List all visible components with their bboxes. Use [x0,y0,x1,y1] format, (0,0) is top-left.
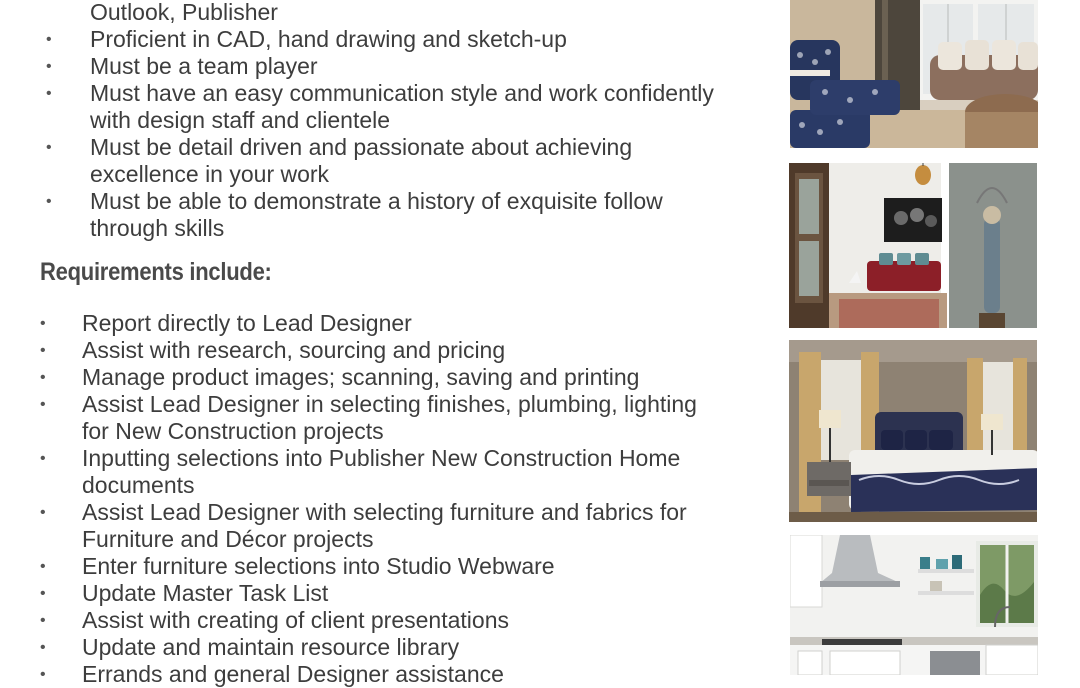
list-item [40,580,697,607]
bullet-icon: • [46,58,52,75]
requirement-text: Update Master Task List [82,580,329,606]
skills-item-text: Must be detail driven and passionate about achieving [90,134,633,160]
requirement-text: Manage product images; scanning, saving and printing [82,364,640,390]
bullet-icon: • [40,612,46,629]
skills-item-text: Outlook, Publisher [90,0,278,25]
bullet-icon: • [40,639,46,656]
bullet-icon: • [40,342,46,359]
list-item-continuation [40,161,714,188]
skills-item-text: Must be able to demonstrate a history of exquisite follow [90,188,663,214]
requirement-text: Inputting selections into Publisher New Construction Home [82,445,681,471]
bullet-icon: • [40,450,46,467]
hallway-photo [789,163,1037,328]
list-item [40,553,697,580]
skills-item-text: Must have an easy communication style and work confidently [90,80,714,106]
list-item [40,188,714,215]
bullet-icon: • [46,85,52,102]
skills-item-text: excellence in your work [90,161,330,187]
list-item-continuation [40,107,714,134]
bullet-icon: • [40,396,46,413]
skills-item-text: with design staff and clientele [90,107,391,133]
list-item-continuation [40,526,697,553]
list-item [40,499,697,526]
skills-item-text: Must be a team player [90,53,318,79]
bullet-icon: • [40,666,46,683]
bullet-icon: • [40,558,46,575]
list-item [40,80,714,107]
list-item [40,310,697,337]
skills-item-text: through skills [90,215,225,241]
skills-list [40,0,714,242]
list-item [40,0,714,26]
living-room-photo [790,0,1038,148]
list-item [40,364,697,391]
bullet-icon: • [40,315,46,332]
bullet-icon: • [40,504,46,521]
requirement-text: Assist with creating of client presentations [82,607,509,633]
list-item [40,53,714,80]
requirement-text: Assist Lead Designer in selecting finishes, plumbing, lighting [82,391,697,417]
bullet-icon: • [46,139,52,156]
list-item [40,445,697,472]
skills-item-text: Proficient in CAD, hand drawing and sketch-up [90,26,567,52]
list-item [40,391,697,418]
requirement-text: Update and maintain resource library [82,634,460,660]
list-item-continuation [40,215,714,242]
list-item-continuation [40,472,697,499]
bullet-icon: • [46,193,52,210]
requirements-heading: Requirements include: [40,258,272,286]
requirement-text: Report directly to Lead Designer [82,310,412,336]
requirement-text: Assist Lead Designer with selecting furniture and fabrics for [82,499,687,525]
requirement-text: for New Construction projects [82,418,384,444]
list-item [40,26,714,53]
list-item [40,337,697,364]
bullet-icon: • [40,585,46,602]
requirement-text: Enter furniture selections into Studio Webware [82,553,555,579]
bullet-icon: • [46,31,52,48]
bedroom-photo [789,340,1037,522]
list-item-continuation [40,418,697,445]
requirement-text: Errands and general Designer assistance [82,661,504,687]
requirement-text: Assist with research, sourcing and pricing [82,337,506,363]
requirement-text: Furniture and Décor projects [82,526,374,552]
requirement-text: documents [82,472,195,498]
list-item [40,134,714,161]
kitchen-photo [790,535,1038,675]
requirements-list [40,310,697,688]
bullet-icon: • [40,369,46,386]
list-item [40,634,697,661]
list-item [40,607,697,634]
